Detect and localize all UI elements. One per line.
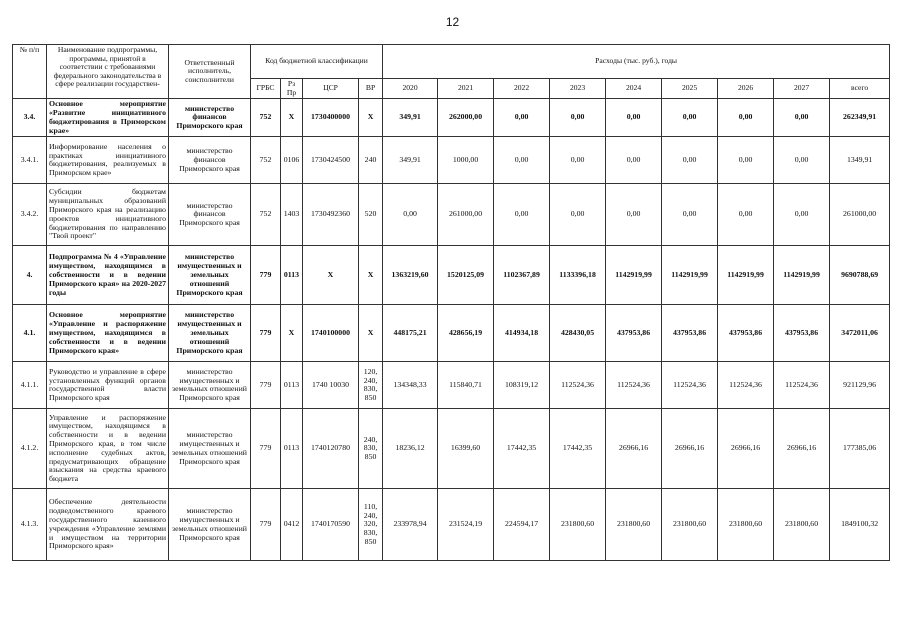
row-year-value: 0,00 xyxy=(774,99,830,137)
row-grbs: 779 xyxy=(251,305,281,362)
table-row xyxy=(13,184,890,246)
row-name: Субсидии бюджетам муниципальных образований Приморского края на реализацию проектов инициативного бюджетирования по направлению "Твой проект" xyxy=(47,184,169,246)
row-number: 3.4.2. xyxy=(13,184,47,246)
row-total-value: 1349,91 xyxy=(830,137,890,184)
row-year-value: 17442,35 xyxy=(494,409,550,489)
header-total: всего xyxy=(830,79,890,99)
row-vr: 240 xyxy=(359,137,383,184)
row-name: Информирование населения о практиках инициативного бюджетирования, реализуемых в Приморском крае» xyxy=(47,137,169,184)
header-year-2023: 2023 xyxy=(550,79,606,99)
header-expenses-group: Расходы (тыс. руб.), годы xyxy=(383,45,890,79)
row-year-value: 115840,71 xyxy=(438,362,494,409)
row-rzpr: X xyxy=(281,99,303,137)
row-year-value: 26966,16 xyxy=(718,409,774,489)
row-year-value: 349,91 xyxy=(383,137,438,184)
row-number: 4.1. xyxy=(13,305,47,362)
header-responsible: Ответственный исполнитель, соисполнители xyxy=(169,45,251,99)
row-year-value: 437953,86 xyxy=(774,305,830,362)
row-total-value: 262349,91 xyxy=(830,99,890,137)
row-number: 3.4.1. xyxy=(13,137,47,184)
header-grbs: ГРБС xyxy=(251,79,281,99)
row-year-value: 349,91 xyxy=(383,99,438,137)
header-vr: ВР xyxy=(359,79,383,99)
row-responsible: министерство финансов Приморского края xyxy=(169,184,251,246)
row-year-value: 0,00 xyxy=(718,137,774,184)
row-year-value: 1142919,99 xyxy=(774,246,830,305)
row-total-value: 177385,06 xyxy=(830,409,890,489)
row-year-value: 0,00 xyxy=(662,184,718,246)
row-year-value: 134348,33 xyxy=(383,362,438,409)
row-year-value: 437953,86 xyxy=(718,305,774,362)
row-year-value: 26966,16 xyxy=(606,409,662,489)
row-csr: 1740120780 xyxy=(303,409,359,489)
row-year-value: 231800,60 xyxy=(662,489,718,561)
row-year-value: 261000,00 xyxy=(438,184,494,246)
row-vr: 240, 830, 850 xyxy=(359,409,383,489)
row-grbs: 752 xyxy=(251,99,281,137)
row-responsible: министерство имущественных и земельных отношений Приморского края xyxy=(169,409,251,489)
row-year-value: 0,00 xyxy=(718,99,774,137)
row-vr: 120, 240, 830, 850 xyxy=(359,362,383,409)
row-year-value: 26966,16 xyxy=(662,409,718,489)
row-vr: X xyxy=(359,246,383,305)
row-name: Основное мероприятие «Развитие инициативного бюджетирования в Приморском крае» xyxy=(47,99,169,137)
row-year-value: 0,00 xyxy=(774,137,830,184)
row-year-value: 0,00 xyxy=(606,137,662,184)
row-year-value: 224594,17 xyxy=(494,489,550,561)
table-row xyxy=(13,362,890,409)
row-year-value: 437953,86 xyxy=(606,305,662,362)
table-row xyxy=(13,489,890,561)
row-responsible: министерство имущественных и земельных отношений Приморского края xyxy=(169,489,251,561)
header-year-2021: 2021 xyxy=(438,79,494,99)
row-year-value: 1142919,99 xyxy=(718,246,774,305)
row-name: Обеспечение деятельности подведомственного краевого государственного казенного учреждения «Управление землями и имуществом на территории Приморского края» xyxy=(47,489,169,561)
row-year-value: 1520125,09 xyxy=(438,246,494,305)
row-year-value: 16399,60 xyxy=(438,409,494,489)
row-year-value: 108319,12 xyxy=(494,362,550,409)
header-rzpr: Рз Пр xyxy=(281,79,303,99)
row-grbs: 752 xyxy=(251,137,281,184)
budget-table xyxy=(12,44,890,561)
table-row xyxy=(13,409,890,489)
row-year-value: 0,00 xyxy=(606,184,662,246)
row-grbs: 779 xyxy=(251,409,281,489)
row-total-value: 261000,00 xyxy=(830,184,890,246)
row-csr: 1740 10030 xyxy=(303,362,359,409)
row-total-value: 1849100,32 xyxy=(830,489,890,561)
row-responsible: министерство финансов Приморского края xyxy=(169,137,251,184)
row-total-value: 3472011,06 xyxy=(830,305,890,362)
row-rzpr: 1403 xyxy=(281,184,303,246)
header-year-2027: 2027 xyxy=(774,79,830,99)
page-number: 12 xyxy=(445,15,460,29)
row-number: 4.1.1. xyxy=(13,362,47,409)
row-year-value: 0,00 xyxy=(494,99,550,137)
row-rzpr: 0113 xyxy=(281,246,303,305)
row-total-value: 921129,96 xyxy=(830,362,890,409)
row-year-value: 112524,36 xyxy=(774,362,830,409)
row-year-value: 0,00 xyxy=(550,137,606,184)
row-year-value: 1142919,99 xyxy=(606,246,662,305)
row-grbs: 779 xyxy=(251,246,281,305)
row-rzpr: 0113 xyxy=(281,362,303,409)
row-year-value: 112524,36 xyxy=(550,362,606,409)
header-name: Наименование подпрограммы, программы, принятой в соответствии с требованиями федерального законодательства в сфере реализации государствен- xyxy=(47,45,169,99)
row-responsible: министерство имущественных и земельных отношений Приморского края xyxy=(169,305,251,362)
row-responsible: министерство финансов Приморского края xyxy=(169,99,251,137)
row-number: 4.1.3. xyxy=(13,489,47,561)
header-csr: ЦСР xyxy=(303,79,359,99)
row-year-value: 231800,60 xyxy=(774,489,830,561)
row-grbs: 779 xyxy=(251,362,281,409)
row-year-value: 112524,36 xyxy=(718,362,774,409)
row-year-value: 17442,35 xyxy=(550,409,606,489)
table-row xyxy=(13,99,890,137)
row-grbs: 779 xyxy=(251,489,281,561)
row-grbs: 752 xyxy=(251,184,281,246)
row-csr: X xyxy=(303,246,359,305)
row-csr: 1740170590 xyxy=(303,489,359,561)
row-year-value: 414934,18 xyxy=(494,305,550,362)
row-year-value: 18236,12 xyxy=(383,409,438,489)
header-year-2026: 2026 xyxy=(718,79,774,99)
row-year-value: 0,00 xyxy=(550,184,606,246)
row-number: 4.1.2. xyxy=(13,409,47,489)
table-row xyxy=(13,305,890,362)
row-year-value: 1363219,60 xyxy=(383,246,438,305)
row-year-value: 1102367,89 xyxy=(494,246,550,305)
row-year-value: 0,00 xyxy=(662,99,718,137)
row-year-value: 0,00 xyxy=(606,99,662,137)
row-year-value: 437953,86 xyxy=(662,305,718,362)
row-name: Подпрограмма № 4 «Управление имуществом, находящимся в собственности и в ведении Приморского края» на 2020-2027 годы xyxy=(47,246,169,305)
row-year-value: 0,00 xyxy=(494,137,550,184)
row-vr: 110, 240, 320, 830, 850 xyxy=(359,489,383,561)
row-year-value: 26966,16 xyxy=(774,409,830,489)
row-responsible: министерство имущественных и земельных отношений Приморского края xyxy=(169,246,251,305)
row-year-value: 231800,60 xyxy=(550,489,606,561)
row-year-value: 112524,36 xyxy=(662,362,718,409)
row-total-value: 9690788,69 xyxy=(830,246,890,305)
row-year-value: 231524,19 xyxy=(438,489,494,561)
row-csr: 1730424500 xyxy=(303,137,359,184)
row-year-value: 0,00 xyxy=(494,184,550,246)
row-rzpr: 0412 xyxy=(281,489,303,561)
row-year-value: 231800,60 xyxy=(718,489,774,561)
table-row xyxy=(13,137,890,184)
row-year-value: 231800,60 xyxy=(606,489,662,561)
row-csr: 1730492360 xyxy=(303,184,359,246)
row-year-value: 0,00 xyxy=(550,99,606,137)
header-year-2025: 2025 xyxy=(662,79,718,99)
row-year-value: 428430,05 xyxy=(550,305,606,362)
row-rzpr: 0106 xyxy=(281,137,303,184)
row-number: 4. xyxy=(13,246,47,305)
row-rzpr: 0113 xyxy=(281,409,303,489)
row-year-value: 428656,19 xyxy=(438,305,494,362)
row-csr: 1740100000 xyxy=(303,305,359,362)
row-year-value: 0,00 xyxy=(662,137,718,184)
header-no: № п/п xyxy=(13,45,47,99)
row-year-value: 0,00 xyxy=(718,184,774,246)
row-responsible: министерство имущественных и земельных отношений Приморского края xyxy=(169,362,251,409)
row-year-value: 1133396,18 xyxy=(550,246,606,305)
row-name: Руководство и управление в сфере установленных функций органов государственной власти Приморского края xyxy=(47,362,169,409)
row-rzpr: X xyxy=(281,305,303,362)
row-csr: 1730400000 xyxy=(303,99,359,137)
row-year-value: 448175,21 xyxy=(383,305,438,362)
row-number: 3.4. xyxy=(13,99,47,137)
row-year-value: 1142919,99 xyxy=(662,246,718,305)
row-year-value: 0,00 xyxy=(383,184,438,246)
header-year-2024: 2024 xyxy=(606,79,662,99)
header-year-2022: 2022 xyxy=(494,79,550,99)
row-vr: X xyxy=(359,305,383,362)
row-vr: 520 xyxy=(359,184,383,246)
table-row xyxy=(13,246,890,305)
row-year-value: 0,00 xyxy=(774,184,830,246)
row-year-value: 233978,94 xyxy=(383,489,438,561)
header-year-2020: 2020 xyxy=(383,79,438,99)
row-vr: X xyxy=(359,99,383,137)
header-code-group: Код бюджетной классификации xyxy=(251,45,383,79)
row-year-value: 262000,00 xyxy=(438,99,494,137)
row-name: Основное мероприятие «Управление и распоряжение имуществом, находящимся в собственности и в ведении Приморского края» xyxy=(47,305,169,362)
row-name: Управление и распоряжение имуществом, находящимся в собственности и в ведении Приморского края, в том числе исполнение судебных актов, предусматривающих обращение взыскания на средства краевого бюджета xyxy=(47,409,169,489)
row-year-value: 112524,36 xyxy=(606,362,662,409)
row-year-value: 1000,00 xyxy=(438,137,494,184)
